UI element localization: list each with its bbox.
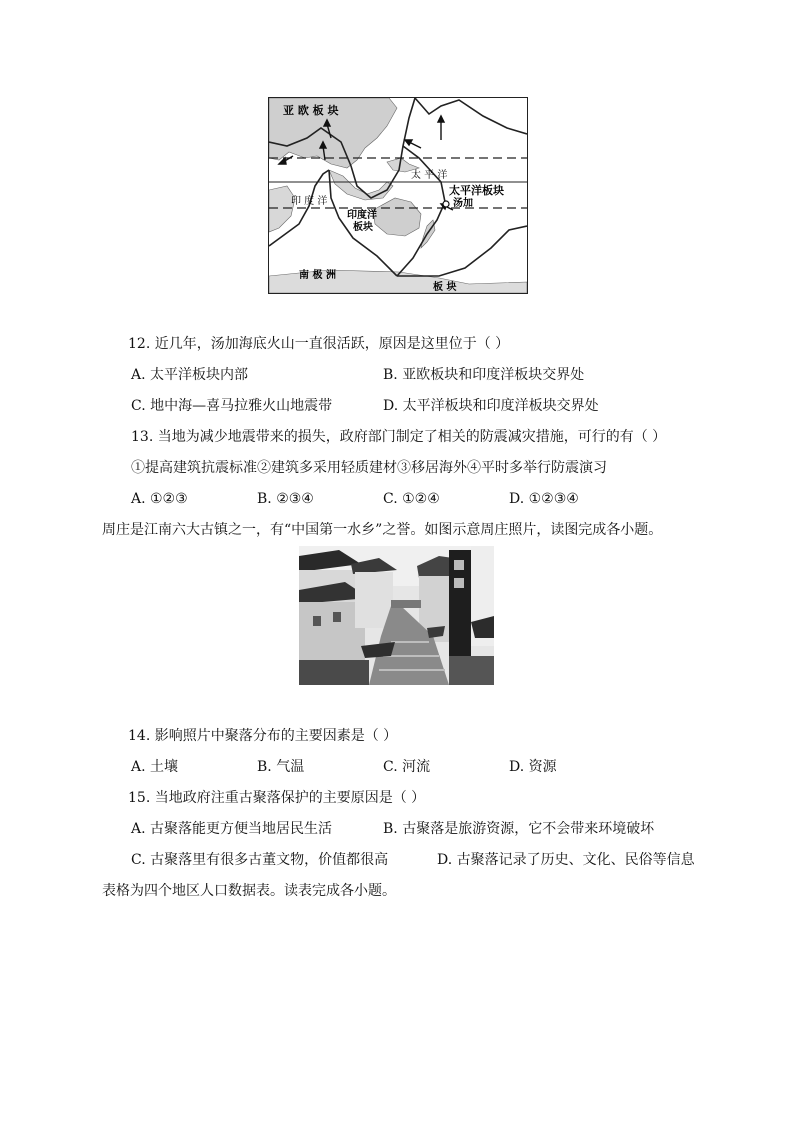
label-tonga: 汤加 bbox=[453, 198, 473, 209]
label-indian-plate-1: 印度洋 bbox=[347, 210, 377, 221]
zhouzhuang-photo bbox=[299, 546, 494, 685]
right-sign-2 bbox=[454, 578, 464, 588]
water-town-illustration bbox=[299, 546, 494, 685]
q15-option-b: B. 古聚落是旅游资源，它不会带来环境破坏 bbox=[383, 821, 655, 837]
label-pacific-ocean: 太 平 洋 bbox=[411, 170, 448, 181]
q15-stem: 15. 当地政府注重古聚落保护的主要原因是（ ） bbox=[128, 790, 426, 806]
q12-option-c: C. 地中海—喜马拉雅火山地震带 bbox=[131, 398, 333, 414]
plate-map bbox=[269, 98, 527, 293]
bridge bbox=[391, 600, 421, 608]
q13-option-a: A. ①②③ bbox=[131, 491, 188, 507]
label-antarctic-1: 南 极 洲 bbox=[299, 270, 336, 281]
right-sign-1 bbox=[454, 560, 464, 570]
q13-stem: 13. 当地为减少地震带来的损失，政府部门制定了相关的防震减灾措施，可行的有（ ） bbox=[131, 429, 667, 445]
q14-option-d: D. 资源 bbox=[509, 759, 557, 775]
q12-stem: 12. 近几年，汤加海底火山一直很活跃，原因是这里位于（ ） bbox=[128, 336, 510, 352]
africa-land bbox=[269, 186, 295, 232]
plate-map-figure bbox=[268, 97, 528, 294]
q13-option-d: D. ①②③④ bbox=[509, 491, 579, 507]
q12-option-d: D. 太平洋板块和印度洋板块交界处 bbox=[383, 398, 599, 414]
table-intro: 表格为四个地区人口数据表。读表完成各小题。 bbox=[102, 883, 396, 899]
label-indian-plate-2: 板块 bbox=[353, 222, 373, 233]
left-window-1 bbox=[313, 616, 321, 626]
q15-option-c: C. 古聚落里有很多古董文物，价值都很高 bbox=[131, 852, 389, 868]
q15-option-d: D. 古聚落记录了历史、文化、民俗等信息 bbox=[437, 852, 695, 868]
q15-option-a: A. 古聚落能更方便当地居民生活 bbox=[131, 821, 333, 837]
boundary-pacific-north bbox=[415, 98, 527, 134]
new-zealand bbox=[421, 220, 435, 248]
q12-option-a: A. 太平洋板块内部 bbox=[131, 367, 249, 383]
label-eurasia: 亚 欧 板 块 bbox=[283, 104, 339, 117]
q14-option-b: B. 气温 bbox=[257, 759, 305, 775]
label-antarctic-2: 板 块 bbox=[433, 282, 457, 293]
australia-land bbox=[373, 198, 421, 236]
tonga-marker bbox=[443, 201, 449, 207]
label-pacific-plate: 太平洋板块 bbox=[449, 184, 504, 197]
boat-left bbox=[361, 642, 395, 658]
left-bank bbox=[299, 660, 369, 685]
q12-option-b: B. 亚欧板块和印度洋板块交界处 bbox=[383, 367, 585, 383]
q13-option-b: B. ②③④ bbox=[257, 491, 314, 507]
se-asia-islands bbox=[329, 170, 393, 200]
q14-option-c: C. 河流 bbox=[383, 759, 431, 775]
q13-option-c: C. ①②④ bbox=[383, 491, 440, 507]
q14-option-a: A. 土壤 bbox=[131, 759, 179, 775]
label-indian-ocean: 印 度 洋 bbox=[291, 196, 328, 207]
q14-stem: 14. 影响照片中聚落分布的主要因素是（ ） bbox=[128, 728, 398, 744]
q13-measures: ①提高建筑抗震标准②建筑多采用轻质建材③移居海外④平时多举行防震演习 bbox=[131, 460, 607, 476]
right-bank bbox=[449, 656, 494, 685]
left-window-2 bbox=[333, 612, 341, 622]
zhouzhuang-intro: 周庄是江南六大古镇之一，有“中国第一水乡”之誉。如图示意周庄照片，读图完成各小题。 bbox=[102, 522, 663, 538]
